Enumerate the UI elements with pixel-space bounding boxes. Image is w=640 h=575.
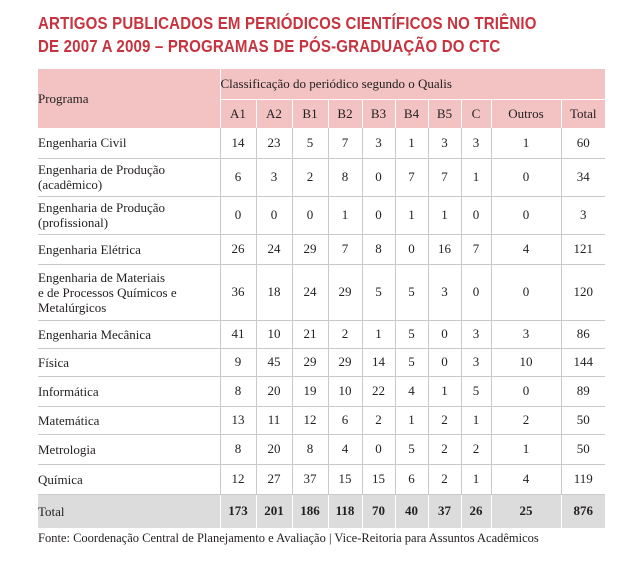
value-cell: 18 bbox=[256, 264, 292, 320]
table-row bbox=[38, 158, 605, 196]
value-cell: 0 bbox=[362, 158, 395, 196]
value-cell: 144 bbox=[561, 348, 605, 376]
value-cell: 0 bbox=[256, 196, 292, 234]
value-cell: 41 bbox=[220, 320, 256, 348]
value-cell: 0 bbox=[491, 264, 561, 320]
program-name-line: Engenharia Mecânica bbox=[38, 326, 151, 342]
value-cell: 5 bbox=[395, 434, 428, 464]
value-cell: 2 bbox=[461, 434, 491, 464]
value-cell: 86 bbox=[561, 320, 605, 348]
value-cell: 3 bbox=[461, 348, 491, 376]
column-header-c: C bbox=[461, 100, 491, 129]
value-cell: 3 bbox=[428, 264, 461, 320]
value-cell: 119 bbox=[561, 464, 605, 494]
value-cell: 1 bbox=[428, 376, 461, 406]
value-cell: 0 bbox=[461, 264, 491, 320]
value-cell: 0 bbox=[461, 196, 491, 234]
source-note: Fonte: Coordenação Central de Planejamento e Avaliação | Vice-Reitoria para Assuntos Acadêmicos bbox=[38, 531, 539, 545]
value-cell: 3 bbox=[461, 320, 491, 348]
value-cell: 15 bbox=[362, 464, 395, 494]
value-cell: 3 bbox=[362, 128, 395, 158]
table-row bbox=[38, 434, 605, 464]
value-cell: 120 bbox=[561, 264, 605, 320]
program-name-cell bbox=[38, 234, 220, 264]
value-cell: 7 bbox=[328, 128, 362, 158]
program-name-cell bbox=[38, 196, 220, 234]
program-name-cell bbox=[38, 264, 220, 320]
value-cell: 2 bbox=[428, 434, 461, 464]
program-name-line: Engenharia Elétrica bbox=[38, 241, 141, 257]
value-cell: 1 bbox=[395, 128, 428, 158]
total-value-cell: 25 bbox=[491, 494, 561, 528]
value-cell: 4 bbox=[491, 464, 561, 494]
value-cell: 6 bbox=[328, 406, 362, 434]
value-cell: 3 bbox=[491, 320, 561, 348]
value-cell: 7 bbox=[428, 158, 461, 196]
program-name-cell bbox=[38, 128, 220, 158]
value-cell: 1 bbox=[461, 464, 491, 494]
value-cell: 2 bbox=[292, 158, 328, 196]
program-name-line: Física bbox=[38, 354, 70, 370]
value-cell: 8 bbox=[220, 434, 256, 464]
value-cell: 4 bbox=[395, 376, 428, 406]
program-name-cell bbox=[38, 320, 220, 348]
value-cell: 0 bbox=[220, 196, 256, 234]
value-cell: 8 bbox=[362, 234, 395, 264]
program-name-line: Engenharia de Produção bbox=[38, 200, 166, 215]
value-cell: 2 bbox=[491, 406, 561, 434]
value-cell: 9 bbox=[220, 348, 256, 376]
value-cell: 8 bbox=[292, 434, 328, 464]
program-name-line: Engenharia de Materiais bbox=[38, 269, 166, 285]
total-value-cell: 118 bbox=[328, 494, 362, 528]
title-line-1: ARTIGOS PUBLICADOS EM PERIÓDICOS CIENTÍFICOS NO TRIÊNIO bbox=[38, 13, 537, 33]
value-cell: 19 bbox=[292, 376, 328, 406]
value-cell: 2 bbox=[362, 406, 395, 434]
value-cell: 34 bbox=[561, 158, 605, 196]
value-cell: 0 bbox=[491, 196, 561, 234]
value-cell: 1 bbox=[491, 434, 561, 464]
value-cell: 1 bbox=[491, 128, 561, 158]
column-header-a1: A1 bbox=[220, 100, 256, 129]
value-cell: 0 bbox=[292, 196, 328, 234]
value-cell: 29 bbox=[292, 234, 328, 264]
program-name-line: Engenharia de Produção bbox=[38, 162, 166, 177]
program-name-cell bbox=[38, 158, 220, 196]
value-cell: 0 bbox=[362, 196, 395, 234]
value-cell: 1 bbox=[362, 320, 395, 348]
total-value-cell: 37 bbox=[428, 494, 461, 528]
value-cell: 5 bbox=[292, 128, 328, 158]
value-cell: 121 bbox=[561, 234, 605, 264]
value-cell: 4 bbox=[328, 434, 362, 464]
program-name-line: Matemática bbox=[38, 412, 100, 428]
program-column-header: Programa bbox=[38, 69, 220, 128]
value-cell: 15 bbox=[328, 464, 362, 494]
value-cell: 3 bbox=[428, 128, 461, 158]
value-cell: 36 bbox=[220, 264, 256, 320]
title-line-2: DE 2007 A 2009 – PROGRAMAS DE PÓS-GRADUAÇÃO DO CTC bbox=[38, 36, 501, 56]
value-cell: 0 bbox=[491, 376, 561, 406]
value-cell: 5 bbox=[395, 348, 428, 376]
value-cell: 10 bbox=[328, 376, 362, 406]
value-cell: 11 bbox=[256, 406, 292, 434]
value-cell: 0 bbox=[428, 348, 461, 376]
column-header-b1: B1 bbox=[292, 100, 328, 129]
program-name-cell bbox=[38, 376, 220, 406]
table-row bbox=[38, 406, 605, 434]
value-cell: 14 bbox=[220, 128, 256, 158]
value-cell: 13 bbox=[220, 406, 256, 434]
program-name-line: (acadêmico) bbox=[38, 177, 103, 192]
table-row bbox=[38, 196, 605, 234]
value-cell: 5 bbox=[362, 264, 395, 320]
total-value-cell: 26 bbox=[461, 494, 491, 528]
value-cell: 8 bbox=[328, 158, 362, 196]
program-name-cell bbox=[38, 348, 220, 376]
value-cell: 1 bbox=[428, 196, 461, 234]
value-cell: 29 bbox=[328, 348, 362, 376]
column-header-outros: Outros bbox=[491, 100, 561, 129]
value-cell: 0 bbox=[491, 158, 561, 196]
value-cell: 24 bbox=[292, 264, 328, 320]
value-cell: 2 bbox=[328, 320, 362, 348]
value-cell: 1 bbox=[328, 196, 362, 234]
value-cell: 0 bbox=[428, 320, 461, 348]
value-cell: 5 bbox=[395, 264, 428, 320]
value-cell: 5 bbox=[395, 320, 428, 348]
value-cell: 5 bbox=[461, 376, 491, 406]
column-header-a2: A2 bbox=[256, 100, 292, 129]
classification-header: Classificação do periódico segundo o Qualis bbox=[220, 69, 605, 100]
table-row bbox=[38, 128, 605, 158]
program-name-cell bbox=[38, 464, 220, 494]
value-cell: 24 bbox=[256, 234, 292, 264]
value-cell: 3 bbox=[561, 196, 605, 234]
value-cell: 20 bbox=[256, 434, 292, 464]
value-cell: 14 bbox=[362, 348, 395, 376]
value-cell: 50 bbox=[561, 434, 605, 464]
value-cell: 29 bbox=[328, 264, 362, 320]
table-row bbox=[38, 234, 605, 264]
column-header-b4: B4 bbox=[395, 100, 428, 129]
value-cell: 12 bbox=[292, 406, 328, 434]
value-cell: 26 bbox=[220, 234, 256, 264]
value-cell: 10 bbox=[491, 348, 561, 376]
value-cell: 23 bbox=[256, 128, 292, 158]
value-cell: 16 bbox=[428, 234, 461, 264]
value-cell: 45 bbox=[256, 348, 292, 376]
value-cell: 6 bbox=[220, 158, 256, 196]
total-label: Total bbox=[38, 494, 220, 528]
value-cell: 12 bbox=[220, 464, 256, 494]
value-cell: 3 bbox=[256, 158, 292, 196]
program-name-line: Engenharia Civil bbox=[38, 135, 127, 151]
value-cell: 4 bbox=[491, 234, 561, 264]
column-header-total: Total bbox=[561, 100, 605, 129]
value-cell: 1 bbox=[395, 406, 428, 434]
value-cell: 0 bbox=[395, 234, 428, 264]
table-row bbox=[38, 264, 605, 320]
total-value-cell: 173 bbox=[220, 494, 256, 528]
value-cell: 3 bbox=[461, 128, 491, 158]
column-header-b5: B5 bbox=[428, 100, 461, 129]
program-name-line: Informática bbox=[38, 383, 99, 399]
value-cell: 37 bbox=[292, 464, 328, 494]
value-cell: 1 bbox=[461, 406, 491, 434]
total-row bbox=[38, 494, 605, 528]
value-cell: 0 bbox=[362, 434, 395, 464]
table-row bbox=[38, 348, 605, 376]
qualis-table bbox=[38, 69, 605, 528]
program-name-cell bbox=[38, 434, 220, 464]
program-name-line: Metrologia bbox=[38, 441, 96, 457]
value-cell: 2 bbox=[428, 464, 461, 494]
page-title bbox=[38, 12, 537, 58]
total-value-cell: 201 bbox=[256, 494, 292, 528]
value-cell: 2 bbox=[428, 406, 461, 434]
value-cell: 20 bbox=[256, 376, 292, 406]
total-value-cell: 40 bbox=[395, 494, 428, 528]
program-name-line: Metalúrgicos bbox=[38, 299, 107, 315]
total-value-cell: 70 bbox=[362, 494, 395, 528]
value-cell: 1 bbox=[395, 196, 428, 234]
value-cell: 22 bbox=[362, 376, 395, 406]
column-header-b3: B3 bbox=[362, 100, 395, 129]
value-cell: 50 bbox=[561, 406, 605, 434]
value-cell: 89 bbox=[561, 376, 605, 406]
program-name-line: Química bbox=[38, 471, 83, 487]
table-row bbox=[38, 376, 605, 406]
table-row bbox=[38, 320, 605, 348]
table-body bbox=[38, 128, 605, 528]
value-cell: 7 bbox=[395, 158, 428, 196]
table-row bbox=[38, 464, 605, 494]
value-cell: 7 bbox=[461, 234, 491, 264]
total-value-cell: 186 bbox=[292, 494, 328, 528]
value-cell: 7 bbox=[328, 234, 362, 264]
value-cell: 21 bbox=[292, 320, 328, 348]
value-cell: 60 bbox=[561, 128, 605, 158]
value-cell: 8 bbox=[220, 376, 256, 406]
value-cell: 1 bbox=[461, 158, 491, 196]
program-name-line: (profissional) bbox=[38, 215, 109, 230]
value-cell: 10 bbox=[256, 320, 292, 348]
program-name-cell bbox=[38, 406, 220, 434]
total-value-cell: 876 bbox=[561, 494, 605, 528]
value-cell: 29 bbox=[292, 348, 328, 376]
value-cell: 27 bbox=[256, 464, 292, 494]
value-cell: 6 bbox=[395, 464, 428, 494]
column-header-b2: B2 bbox=[328, 100, 362, 129]
program-name-line: e de Processos Químicos e bbox=[38, 284, 177, 300]
